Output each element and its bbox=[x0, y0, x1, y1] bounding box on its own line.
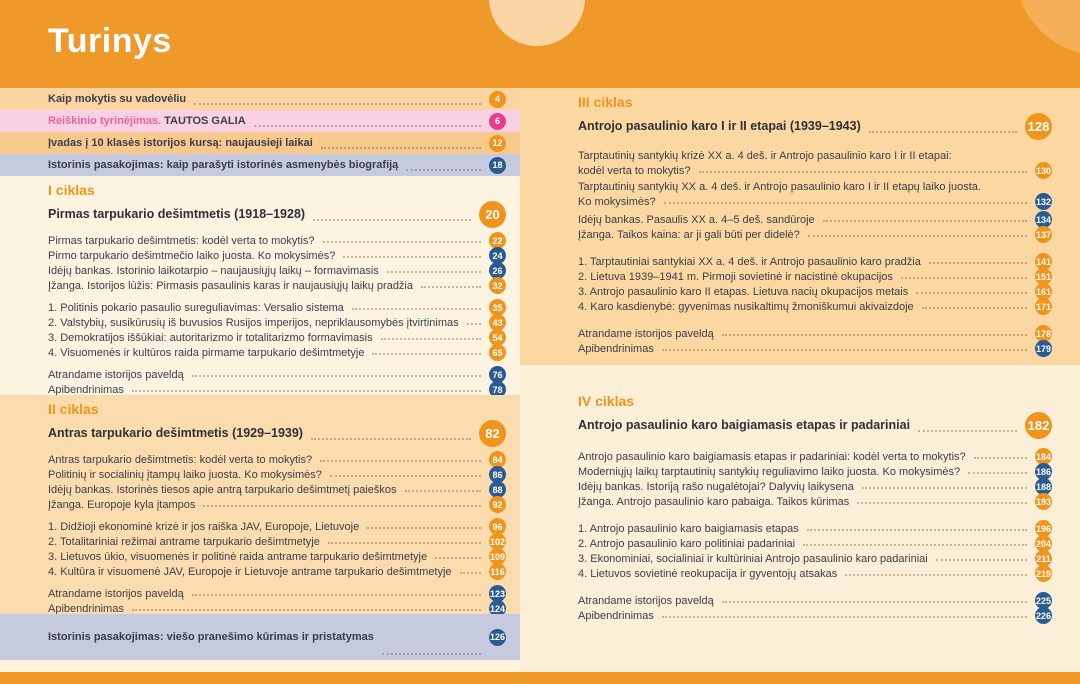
toc-entry bbox=[578, 449, 1052, 464]
dot-leader bbox=[381, 338, 481, 340]
dot-leader bbox=[382, 653, 481, 655]
entry-label: 1. Politinis pokario pasaulio sureguliavimas: Versalio sistema bbox=[48, 301, 344, 314]
section-heading: II ciklas bbox=[48, 401, 99, 417]
toc-entry bbox=[48, 564, 506, 579]
toc-entry bbox=[578, 551, 1052, 566]
dot-leader bbox=[467, 323, 481, 325]
page-badge: 188 bbox=[1035, 478, 1052, 495]
entry-label: Pirmas tarpukario dešimtmetis: kodėl verta to mokytis? bbox=[48, 234, 315, 247]
dot-leader bbox=[323, 241, 481, 243]
entry-label: kodėl verta to mokytis? bbox=[578, 164, 691, 177]
dot-leader bbox=[406, 169, 481, 171]
entry-label: Antras tarpukario dešimtmetis (1929–1939) bbox=[48, 426, 303, 440]
page-badge: 211 bbox=[1035, 550, 1052, 567]
page-badge: 109 bbox=[489, 548, 506, 565]
page-badge: 35 bbox=[489, 299, 506, 316]
page-badge: 225 bbox=[1035, 592, 1052, 609]
toc-entry bbox=[578, 212, 1052, 227]
toc-entry bbox=[578, 254, 1052, 269]
dot-leader bbox=[387, 271, 481, 273]
page-badge: 92 bbox=[489, 496, 506, 513]
dot-leader bbox=[320, 460, 481, 462]
dot-leader bbox=[974, 457, 1027, 459]
toc-entry bbox=[578, 269, 1052, 284]
dot-leader bbox=[321, 147, 481, 149]
toc-left-column bbox=[0, 88, 520, 672]
page-badge: 186 bbox=[1035, 463, 1052, 480]
page-badge: 134 bbox=[1035, 211, 1052, 228]
dot-leader bbox=[857, 502, 1027, 504]
dot-leader bbox=[664, 202, 1027, 204]
toc-band-entry bbox=[0, 132, 520, 154]
page-badge: 65 bbox=[489, 344, 506, 361]
toc-entry bbox=[48, 586, 506, 601]
toc-entry bbox=[578, 464, 1052, 479]
page-badge: 18 bbox=[489, 157, 506, 174]
toc-entry bbox=[578, 326, 1052, 341]
page-badge: 126 bbox=[489, 629, 506, 646]
entry-label: 1. Tarptautiniai santykiai XX a. 4 deš. ir Antrojo pasaulinio karo pradžia bbox=[578, 255, 921, 268]
entry-group bbox=[48, 367, 506, 395]
entry-label: Antrojo pasaulinio karo baigiamasis etapas ir padariniai bbox=[578, 418, 911, 432]
toc-entry bbox=[48, 315, 506, 330]
dot-leader bbox=[132, 609, 481, 611]
entry-group bbox=[578, 326, 1052, 356]
entry-second-line bbox=[578, 163, 1052, 178]
section-iii-ciklas bbox=[520, 88, 1080, 365]
entry-label: Atrandame istorijos paveldą bbox=[48, 587, 184, 600]
page-badge: 102 bbox=[489, 533, 506, 550]
dot-leader bbox=[372, 353, 481, 355]
dot-leader bbox=[435, 557, 481, 559]
page-badge: 204 bbox=[1035, 535, 1052, 552]
left-footer-row-container bbox=[0, 614, 520, 660]
section-iv-ciklas bbox=[520, 365, 1080, 672]
chapter-entry bbox=[48, 421, 506, 445]
dot-leader bbox=[929, 262, 1027, 264]
entry-label: Antrojo pasaulinio karo I ir II etapai (1939–1943) bbox=[578, 119, 861, 133]
page-badge: 178 bbox=[1035, 325, 1052, 342]
entry-label: 3. Lietuvos ūkio, visuomenės ir politinė raida antrame tarpukario dešimtmetyje bbox=[48, 550, 428, 563]
page-badge: 132 bbox=[1035, 193, 1052, 210]
dot-leader bbox=[722, 601, 1027, 603]
toc-band-entry bbox=[0, 154, 520, 176]
entry-label: Istorinis pasakojimas: kaip parašyti istorinės asmenybės biografiją bbox=[48, 159, 399, 171]
page-badge: 141 bbox=[1035, 253, 1052, 270]
page-badge: 78 bbox=[489, 381, 506, 395]
dot-leader bbox=[699, 171, 1028, 173]
toc-entry bbox=[578, 284, 1052, 299]
page-title: Turinys bbox=[48, 22, 172, 60]
dot-leader bbox=[254, 125, 481, 127]
page-badge: 84 bbox=[489, 451, 506, 468]
toc-content bbox=[0, 88, 1080, 672]
toc-entry bbox=[48, 467, 506, 482]
entry-label: Antras tarpukario dešimtmetis: kodėl verta to mokytis? bbox=[48, 453, 313, 466]
toc-band-entry bbox=[0, 614, 520, 660]
page-header bbox=[0, 0, 1080, 88]
toc-entry bbox=[578, 566, 1052, 581]
entry-label: Idėjų bankas. Istorinio laikotarpio – naujausiųjų laikų – formavimasis bbox=[48, 264, 379, 277]
dot-leader bbox=[845, 574, 1027, 576]
entry-label: 1. Antrojo pasaulinio karo baigiamasis etapas bbox=[578, 522, 799, 535]
page-badge: 4 bbox=[489, 91, 506, 108]
entry-label: Įžanga. Europoje kyla įtampos bbox=[48, 498, 196, 511]
entry-label: 3. Demokratijos iššūkiai: autoritarizmo ir totalitarizmo formavimasis bbox=[48, 331, 373, 344]
entry-label: Apibendrinimas bbox=[578, 342, 654, 355]
entry-label: 2. Totalitariniai režimai antrame tarpukario dešimtmetyje bbox=[48, 535, 320, 548]
chapter-entry bbox=[48, 202, 506, 226]
toc-entry bbox=[48, 233, 506, 248]
toc-entry bbox=[48, 367, 506, 382]
page-badge: 184 bbox=[1035, 448, 1052, 465]
toc-band-entry bbox=[0, 88, 520, 110]
dot-leader bbox=[862, 487, 1027, 489]
toc-entry bbox=[578, 536, 1052, 551]
toc-entry bbox=[578, 608, 1052, 623]
dot-leader bbox=[722, 334, 1027, 336]
entry-label: Kaip mokytis su vadovėliu bbox=[48, 93, 187, 105]
page-badge: 116 bbox=[489, 563, 506, 580]
entry-label: 2. Lietuva 1939–1941 m. Pirmoji sovietinė ir nacistinė okupacijos bbox=[578, 270, 893, 283]
dot-leader bbox=[367, 527, 481, 529]
dot-leader bbox=[311, 438, 471, 440]
toc-entry bbox=[578, 521, 1052, 536]
entry-label: Atrandame istorijos paveldą bbox=[578, 327, 714, 340]
dot-leader bbox=[313, 219, 471, 221]
entry-label: 3. Antrojo pasaulinio karo II etapas. Lietuva nacių okupacijos metais bbox=[578, 285, 909, 298]
dot-leader bbox=[662, 349, 1027, 351]
dot-leader bbox=[352, 308, 481, 310]
entry-prefix: Reiškinio tyrinėjimas. bbox=[48, 115, 165, 127]
dot-leader bbox=[807, 529, 1027, 531]
entry-label: 2. Antrojo pasaulinio karo politiniai padariniai bbox=[578, 537, 796, 550]
page-badge: 96 bbox=[489, 518, 506, 535]
dot-leader bbox=[918, 430, 1017, 432]
entry-label: Politinių ir socialinių įtampų laiko juosta. Ko mokysimės? bbox=[48, 468, 322, 481]
page-badge: 26 bbox=[489, 262, 506, 279]
page-badge: 226 bbox=[1035, 607, 1052, 624]
dot-leader bbox=[330, 475, 481, 477]
entry-label: Moderniųjų laikų tarptautinių santykių reguliavimo laiko juosta. Ko mokysimės? bbox=[578, 465, 961, 478]
entry-group bbox=[48, 586, 506, 614]
entry-label: Istorinis pasakojimas: viešo pranešimo kūrimas ir pristatymas bbox=[48, 631, 374, 643]
bottom-strip bbox=[0, 660, 520, 672]
entry-label: Pirmo tarpukario dešimtmečio laiko juosta. Ko mokysimės? bbox=[48, 249, 336, 262]
entry-group bbox=[578, 254, 1052, 314]
dot-leader bbox=[192, 375, 481, 377]
page-badge: 54 bbox=[489, 329, 506, 346]
entry-label: Apibendrinimas bbox=[578, 609, 654, 622]
section-ii-ciklas bbox=[0, 395, 520, 614]
page-badge: 43 bbox=[489, 314, 506, 331]
dot-leader bbox=[869, 131, 1017, 133]
entry-label: 4. Lietuvos sovietinė reokupacija ir gyventojų atsakas bbox=[578, 567, 838, 580]
dot-leader bbox=[968, 472, 1027, 474]
toc-entry bbox=[578, 494, 1052, 509]
entry-label: Antrojo pasaulinio karo baigiamasis etapas ir padariniai: kodėl verta to mokytis? bbox=[578, 450, 966, 463]
entry-label: Idėjų bankas. Istorinės tiesos apie antrą tarpukario dešimtmetį paieškos bbox=[48, 483, 397, 496]
toc-entry bbox=[48, 330, 506, 345]
page-badge: 193 bbox=[1035, 493, 1052, 510]
page-badge: 151 bbox=[1035, 268, 1052, 285]
toc-entry bbox=[578, 299, 1052, 314]
entry-group bbox=[48, 300, 506, 360]
toc-entry bbox=[578, 150, 1052, 178]
toc-entry bbox=[48, 278, 506, 293]
toc-entry bbox=[48, 248, 506, 263]
page-badge: 130 bbox=[1035, 162, 1052, 179]
entry-group bbox=[48, 233, 506, 293]
toc-entry bbox=[578, 181, 1052, 209]
decorative-corner-circle bbox=[1015, 0, 1080, 55]
entry-label: Apibendrinimas bbox=[48, 602, 124, 614]
dot-leader bbox=[922, 307, 1027, 309]
entry-label: Įžanga. Istorijos lūžis: Pirmasis pasaulinis karas ir naujausiųjų laikų pradžia bbox=[48, 279, 413, 292]
right-sections-container bbox=[520, 88, 1080, 672]
page-badge: 179 bbox=[1035, 340, 1052, 357]
dot-leader bbox=[823, 220, 1027, 222]
dot-leader bbox=[203, 505, 481, 507]
page-badge: 123 bbox=[489, 585, 506, 602]
section-heading: IV ciklas bbox=[578, 393, 635, 409]
entry-label: Atrandame istorijos paveldą bbox=[48, 368, 184, 381]
entry-label: 4. Karo kasdienybė: gyvenimas nusikaltimų žmoniškumui akivaizdoje bbox=[578, 300, 914, 313]
page-badge: 182 bbox=[1025, 412, 1052, 439]
page-badge: 128 bbox=[1025, 113, 1052, 140]
page-badge: 171 bbox=[1035, 298, 1052, 315]
dot-leader bbox=[421, 286, 481, 288]
left-sections-container bbox=[0, 176, 520, 614]
chapter-entry bbox=[578, 413, 1052, 437]
page-badge: 196 bbox=[1035, 520, 1052, 537]
entry-label: 1. Didžioji ekonominė krizė ir jos raiška JAV, Europoje, Lietuvoje bbox=[48, 520, 360, 533]
toc-entry bbox=[578, 593, 1052, 608]
toc-entry bbox=[48, 482, 506, 497]
page-badge: 86 bbox=[489, 466, 506, 483]
entry-label: 4. Kultūra ir visuomenė JAV, Europoje ir Lietuvoje antrame tarpukario dešimtmetyje bbox=[48, 565, 452, 578]
decorative-circle bbox=[489, 0, 585, 46]
page-badge: 24 bbox=[489, 247, 506, 264]
dot-leader bbox=[662, 616, 1027, 618]
page-badge: 82 bbox=[479, 420, 506, 447]
page-badge: 88 bbox=[489, 481, 506, 498]
dot-leader bbox=[405, 490, 481, 492]
entry-second-line bbox=[578, 194, 1052, 209]
entry-group bbox=[578, 449, 1052, 509]
entry-label-line1: Tarptautinių santykių krizė XX a. 4 deš. ir Antrojo pasaulinio karo I ir II etapai: bbox=[578, 150, 952, 162]
toc-entry bbox=[578, 227, 1052, 242]
toc-entry bbox=[48, 382, 506, 395]
entry-group bbox=[48, 452, 506, 512]
dot-leader bbox=[803, 544, 1027, 546]
entry-group bbox=[578, 521, 1052, 581]
toc-right-column bbox=[520, 88, 1080, 672]
entry-group bbox=[48, 519, 506, 579]
toc-entry bbox=[48, 519, 506, 534]
entry-label: Pirmas tarpukario dešimtmetis (1918–1928) bbox=[48, 207, 306, 221]
entry-label: 2. Valstybių, susikūrusių iš buvusios Rusijos imperijos, nepriklausomybės įtvirtinimas bbox=[48, 316, 459, 329]
dot-leader bbox=[343, 256, 481, 258]
page-badge: 161 bbox=[1035, 283, 1052, 300]
page-badge: 20 bbox=[479, 201, 506, 228]
dot-leader bbox=[936, 559, 1027, 561]
page-badge: 22 bbox=[489, 232, 506, 249]
toc-entry bbox=[578, 479, 1052, 494]
section-heading: III ciklas bbox=[578, 94, 633, 110]
entry-label: Įvadas į 10 klasės istorijos kursą: naujausieji laikai bbox=[48, 137, 313, 149]
page-badge: 32 bbox=[489, 277, 506, 294]
footer-bar bbox=[0, 672, 1080, 684]
dot-leader bbox=[192, 594, 481, 596]
entry-label: Reiškinio tyrinėjimas. TAUTOS GALIA bbox=[48, 115, 246, 127]
toc-band-entry bbox=[0, 110, 520, 132]
top-rows-container bbox=[0, 88, 520, 176]
section-i-ciklas bbox=[0, 176, 520, 395]
entry-label: Apibendrinimas bbox=[48, 383, 124, 395]
page-badge: 12 bbox=[489, 135, 506, 152]
entry-label-line1: Tarptautinių santykių XX a. 4 deš. ir Antrojo pasaulinio karo I ir II etapų laiko juosta. bbox=[578, 181, 981, 193]
entry-label: Ko mokysimės? bbox=[578, 195, 656, 208]
dot-leader bbox=[808, 235, 1027, 237]
toc-entry bbox=[48, 497, 506, 512]
dot-leader bbox=[132, 390, 481, 392]
entry-label: 3. Ekonominiai, socialiniai ir kultūriniai Antrojo pasaulinio karo padariniai bbox=[578, 552, 928, 565]
toc-entry bbox=[48, 345, 506, 360]
entry-group bbox=[578, 150, 1052, 242]
chapter-entry bbox=[578, 114, 1052, 138]
page-badge: 6 bbox=[489, 113, 506, 130]
dot-leader bbox=[194, 103, 481, 105]
toc-entry bbox=[48, 549, 506, 564]
entry-label: Įžanga. Taikos kaina: ar ji gali būti per didelė? bbox=[578, 228, 800, 241]
section-heading: I ciklas bbox=[48, 182, 95, 198]
dot-leader bbox=[460, 572, 481, 574]
toc-entry bbox=[48, 534, 506, 549]
dot-leader bbox=[916, 292, 1027, 294]
dot-leader bbox=[901, 277, 1027, 279]
entry-label: Atrandame istorijos paveldą bbox=[578, 594, 714, 607]
dot-leader bbox=[328, 542, 481, 544]
entry-label: Idėjų bankas. Istoriją rašo nugalėtojai? Dalyvių laikysena bbox=[578, 480, 854, 493]
toc-entry bbox=[578, 341, 1052, 356]
page-badge: 219 bbox=[1035, 565, 1052, 582]
page-badge: 137 bbox=[1035, 226, 1052, 243]
entry-label: Įžanga. Antrojo pasaulinio karo pabaiga. Taikos kūrimas bbox=[578, 495, 850, 508]
page-badge: 124 bbox=[489, 600, 506, 614]
entry-label: 4. Visuomenės ir kultūros raida pirmame tarpukario dešimtmetyje bbox=[48, 346, 365, 359]
toc-entry bbox=[48, 601, 506, 614]
toc-entry bbox=[48, 452, 506, 467]
toc-entry bbox=[48, 300, 506, 315]
page-badge: 76 bbox=[489, 366, 506, 383]
toc-entry bbox=[48, 263, 506, 278]
entry-group bbox=[578, 593, 1052, 623]
entry-label: Idėjų bankas. Pasaulis XX a. 4–5 deš. sandūroje bbox=[578, 213, 815, 226]
